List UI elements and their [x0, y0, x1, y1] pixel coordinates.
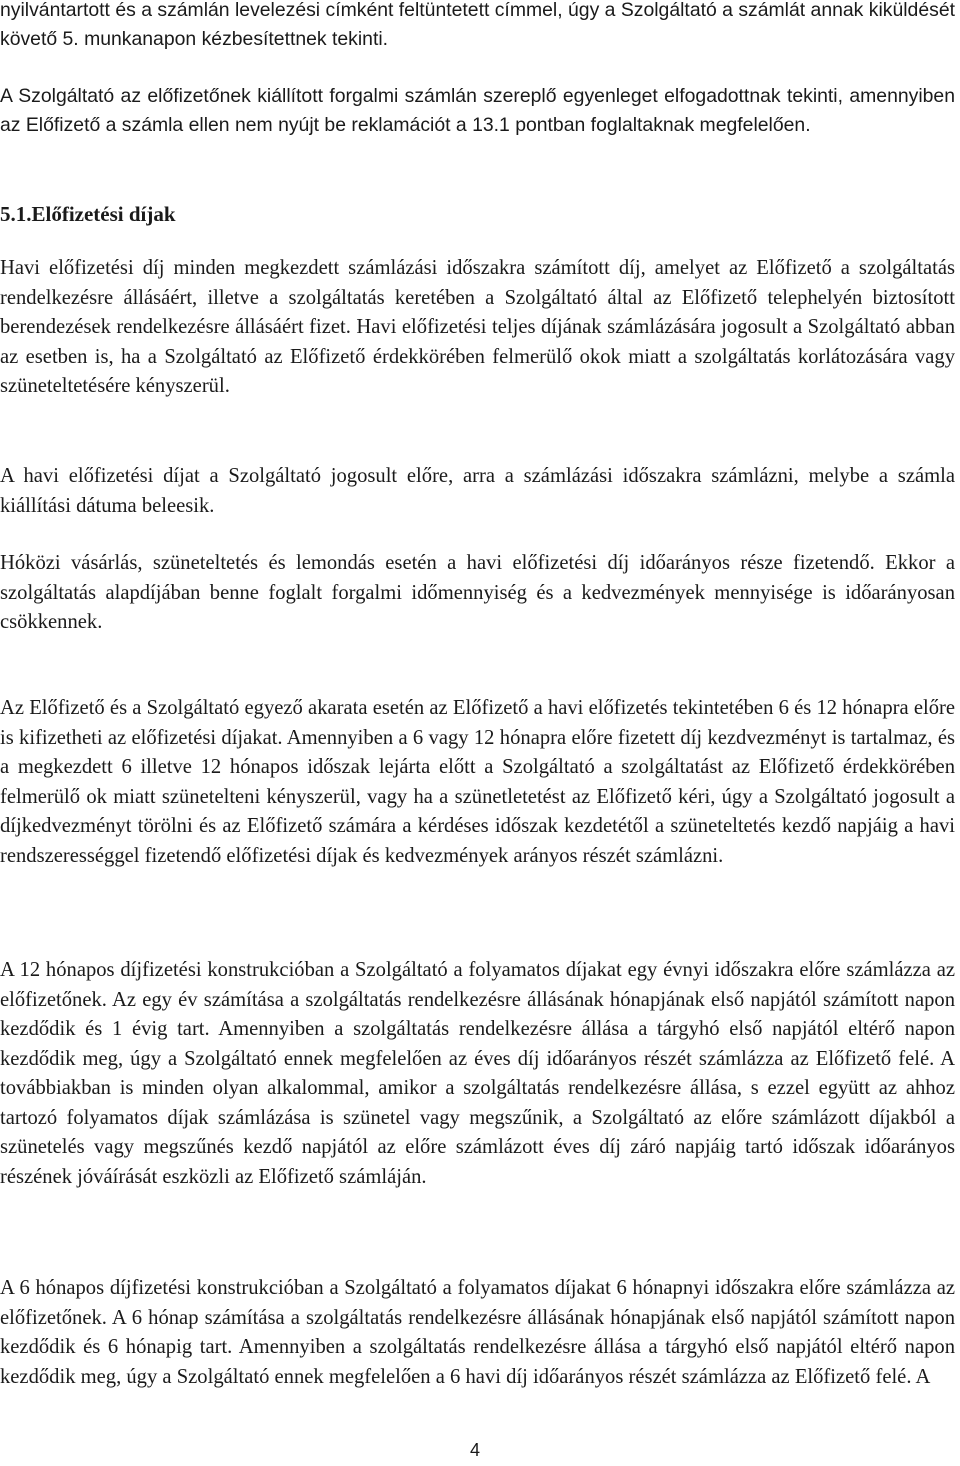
body-paragraph: A 12 hónapos díjfizetési konstrukcióban a Szolgáltató a folyamatos díjakat egy évnyi időszakra előre számlázza az előfizetőnek. Az egy év számítása a szolgáltatás rendelkezésre állásának hónapjának első napjától számított napon kezdődik és 1 évig tart. Amennyiben a szolgáltatás rendelkezésre állása a tárgyhó első napjától eltérő napon kezdődik meg, úgy a Szolgáltató ennek megfelelően az éves díj időarányos részét számlázza az Előfizető felé. A továbbiakban is minden olyan alkalommal, amikor a szolgáltatás rendelkezésre állása, s ezzel együtt az ahhoz tartozó folyamatos díjak számlázása is szünetel vagy megszűnik, a Szolgáltató az előre számlázott díjakból a szünetelés vagy megszűnés kezdő napjától az előre számlázott éves díj záró napjáig tartó időszak időarányos részének jóváírását eszközli az Előfizető számláján. — [0, 959, 955, 1188]
body-paragraph: Havi előfizetési díj minden megkezdett számlázási időszakra számított díj, amelyet az Előfizető a szolgáltatás rendelkezésre állásáért, illetve a szolgáltatás keretében a Szolgáltató által az Előfizető telephelyén biztosított berendezések rendelkezésre állásáért fizet. Havi előfizetési teljes díjának számlázására jogosult a Szolgáltató abban az esetben is, ha a Szolgáltató az Előfizető érdekkörében felmerülő okok miatt a szolgáltatás korlátozására vagy szüneteltetésére kényszerül. — [0, 257, 955, 397]
body-paragraph: Hóközi vásárlás, szüneteltetés és lemondás esetén a havi előfizetési díj időarányos része fizetendő. Ekkor a szolgáltatás alapdíjában benne foglalt forgalmi időmennyiség és a kedvezmények mennyisége is időarányosan csökkennek. — [0, 552, 955, 633]
body-paragraph: Az Előfizető és a Szolgáltató egyező akarata esetén az Előfizető a havi előfizetés tekintetében 6 és 12 hónapra előre is kifizetheti az előfizetési díjakat. Amennyiben a 6 vagy 12 hónapra előre fizetett díj kezdvezményt is tartalmaz, és a megkezdett 6 illetve 12 hónapos időszak lejárta előtt a Szolgáltató a szolgáltatást az Előfizető érdekkörében felmerülő ok miatt szünetelteni kényszerül, vagy ha a szünetletetést az Előfizető kéri, úgy a Szolgáltató jogosult a díjkedvezményt törölni és az Előfizető számára a kérdéses időszak kezdetétől a szüneteltetés kezdő napjáig a havi rendszerességgel fizetendő előfizetési díjak és kedvezmények arányos részét számlázni. — [0, 697, 955, 867]
body-paragraph: A 6 hónapos díjfizetési konstrukcióban a Szolgáltató a folyamatos díjakat 6 hónapnyi időszakra előre számlázza az előfizetőnek. A 6 hónap számítása a szolgáltatás rendelkezésre állásának hónapjának első napjától számított napon kezdődik és 6 hónapig tart. Amennyiben a szolgáltatás rendelkezésre állása a tárgyhó első napjától eltérő napon kezdődik meg, úgy a Szolgáltató ennek megfelelően a 6 havi díj időarányos részét számlázza az Előfizető felé. A — [0, 1277, 955, 1388]
section-heading: 5.1.Előfizetési díjak — [0, 202, 176, 226]
intro-paragraph: nyilvántartott és a számlán levelezési címként feltüntetett címmel, úgy a Szolgáltató a számlát annak kiküldését követő 5. munkanapon kézbesítettnek tekinti. — [0, 0, 955, 51]
body-paragraph: A havi előfizetési díjat a Szolgáltató jogosult előre, arra a számlázási időszakra számlázni, melybe a számla kiállítási dátuma beleesik. — [0, 465, 955, 517]
intro-paragraph: A Szolgáltató az előfizetőnek kiállított forgalmi számlán szereplő egyenleget elfogadottnak tekinti, amennyiben az Előfizető a számla ellen nem nyújt be reklamációt a 13.1 pontban foglaltaknak megfelelően. — [0, 85, 955, 137]
page-number: 4 — [470, 1440, 481, 1460]
